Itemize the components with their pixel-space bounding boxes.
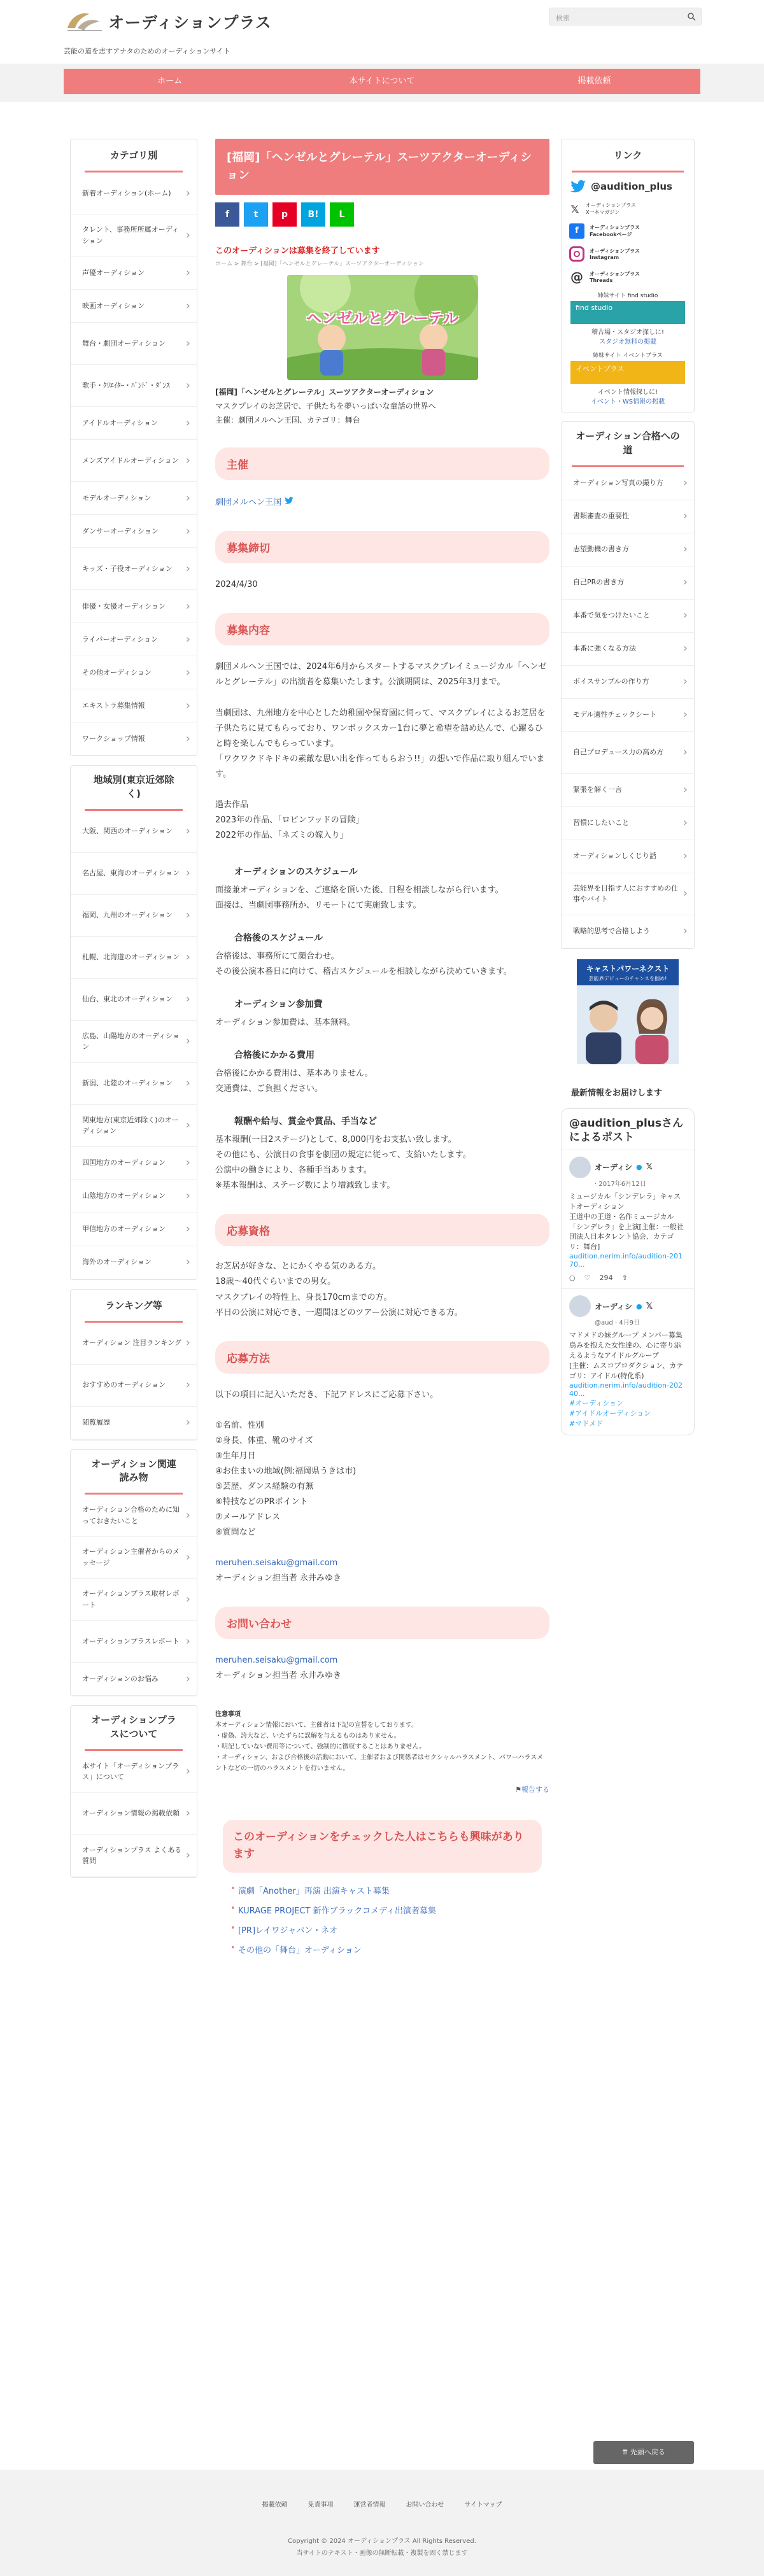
menu-item[interactable]: 本サイト「オーディションプラス」について › xyxy=(71,1751,197,1793)
line-share-button[interactable]: L xyxy=(330,202,354,227)
fee-paragraph: オーディション参加費は、基本無料。 xyxy=(215,1018,355,1028)
right-sidebar xyxy=(561,139,695,1435)
section-heading-sponsor: 主催 xyxy=(215,447,549,480)
subheading-after-pass-schedule: 合格後のスケジュール xyxy=(234,933,323,943)
x-logo-icon: 𝕏 xyxy=(646,1301,653,1311)
content-paragraph-2: 当劇団は、九州地方を中心とした幼稚園や保育園に伺って、マスクプレイによるお芝居を子供たちに見てもらっており、ワンボックスカー1台に夢と希望を詰め込んで、心躍るひと時を楽しんでもらっています。 xyxy=(215,708,546,749)
find-studio-banner[interactable] xyxy=(570,301,685,324)
sister-site-2-desc: イベント情報探しに! xyxy=(597,389,658,396)
contact-person: オーディション担当者 永井みゆき xyxy=(215,1671,341,1681)
ad-portraits xyxy=(577,985,679,1064)
flag-icon: ⚑ xyxy=(515,1785,521,1794)
logo-mark-icon xyxy=(64,9,107,34)
facebook-icon: f xyxy=(569,223,584,239)
cost-paragraph-2: 交通費は、ご負担ください。 xyxy=(215,1084,323,1094)
sister-site-2-title: 姉妹サイト イベントプラス xyxy=(593,353,663,359)
hashtag-link[interactable]: #マドメド xyxy=(569,1419,604,1428)
menu-item[interactable]: 本番に強くなる方法 › xyxy=(562,633,694,666)
facebook-share-button[interactable]: f xyxy=(215,202,239,227)
hashtag-link[interactable]: #アイドルオーディション xyxy=(569,1409,651,1418)
ranking-menu-title: ランキング等 xyxy=(85,1290,183,1323)
tweet-date: · 4月9日 xyxy=(615,1320,640,1327)
hashtag-link[interactable]: #オーディション xyxy=(569,1399,624,1407)
menu-item[interactable]: オーディション主催者からのメッセージ › xyxy=(71,1537,197,1579)
menu-item[interactable]: 山陰地方のオーディション › xyxy=(71,1180,197,1213)
search-placeholder: 検索 xyxy=(556,14,570,22)
footer-links xyxy=(0,2499,764,2509)
links-title: リンク xyxy=(572,139,684,172)
menu-item[interactable]: 甲信地方のオーディション › xyxy=(71,1213,197,1246)
footer-link[interactable]: サイトマップ xyxy=(464,2502,502,2509)
notice-line: ・オーディション、および合格後の活動において、主催者および関係者はセクシャルハラスメント、パワーハラスメントなどの一切のハラスメントを行いません。 xyxy=(215,1754,544,1773)
menu-item[interactable]: メンズアイドルオーディション › xyxy=(71,440,197,482)
menu-item[interactable]: キッズ・子役オーディション › xyxy=(71,548,197,590)
image-caption-desc: マスクプレイのお芝居で、子供たちを夢いっぱいな童話の世界へ xyxy=(215,401,436,411)
menu-item[interactable]: モデル適性チェックシート › xyxy=(562,699,694,732)
tweet-link[interactable]: audition.nerim.info/audition-20240... xyxy=(569,1381,683,1398)
menu-item[interactable]: 歌手・ｸﾘｴｲﾀｰ・ﾊﾞﾝﾄﾞ・ﾀﾞﾝｽ › xyxy=(71,365,197,407)
menu-item[interactable]: 新潟、北陸のオーディション › xyxy=(71,1063,197,1105)
section-heading-deadline: 募集締切 xyxy=(215,531,549,563)
menu-item[interactable]: 本番で気をつけたいこと › xyxy=(562,600,694,633)
x-logo-icon: 𝕏 xyxy=(646,1162,653,1172)
image-caption-meta: 主催：劇団メルヘン王国、カテゴリ：舞台 xyxy=(215,416,360,425)
menu-item[interactable]: 緊張を解く一言 › xyxy=(562,774,694,807)
timeline-heading: @audition_plusさんによるポスト xyxy=(569,1116,684,1144)
notice-line: ・虚偽、誇大など、いたずらに誤解を与えるものはありません。 xyxy=(215,1733,400,1740)
facebook-page-label: オーディションプラス Facebookページ xyxy=(590,225,640,237)
menu-item[interactable]: 志望動機の書き方 › xyxy=(562,533,694,567)
menu-item[interactable]: オーディションしくじり話 › xyxy=(562,840,694,873)
instagram-icon xyxy=(569,246,584,262)
tweet-card[interactable] xyxy=(562,1288,694,1435)
menu-item[interactable]: オーディション写真の撮り方 › xyxy=(562,467,694,500)
menu-item[interactable]: ダンサーオーディション › xyxy=(71,515,197,548)
menu-item[interactable]: 自己PRの書き方 › xyxy=(562,567,694,600)
menu-item[interactable]: 名古屋、東海のオーディション › xyxy=(71,853,197,895)
tweet-card[interactable] xyxy=(562,1150,694,1289)
tweet-handle: @aud xyxy=(595,1320,613,1327)
apply-intro: 以下の項目に記入いただき、下記アドレスにご応募下さい。 xyxy=(215,1390,439,1400)
menu-item[interactable]: 海外のオーディション › xyxy=(71,1246,197,1279)
facebook-page-link[interactable] xyxy=(569,223,686,239)
footer-link[interactable]: 運営者情報 xyxy=(353,2502,386,2509)
links-box xyxy=(561,139,695,412)
menu-item[interactable]: オーディション 注目ランキング › xyxy=(71,1323,197,1365)
past-work-2022: 2022年の作品、「ネズミの嫁入り」 xyxy=(215,830,348,840)
menu-item[interactable]: 四国地方のオーディション › xyxy=(71,1147,197,1180)
ranking-menu xyxy=(70,1289,197,1440)
apply-item: ⑤芸歴、ダンス経験の有無 xyxy=(215,1481,314,1491)
category-menu-title: カテゴリ別 xyxy=(85,139,183,172)
article-title: [福岡]「ヘンゼルとグレーテル」スーツアクターオーディション xyxy=(215,139,549,195)
threads-link[interactable] xyxy=(569,269,686,285)
reading-menu-title: オーディション関連読み物 xyxy=(85,1450,183,1495)
x-timeline-embed xyxy=(561,1108,695,1436)
menu-item[interactable]: タレント、事務所所属オーディション › xyxy=(71,215,197,257)
like-count: 294 xyxy=(599,1274,613,1283)
pass-guide-menu xyxy=(561,421,695,949)
share-icon[interactable]: ⇧ xyxy=(621,1274,628,1283)
site-tagline: 芸能の道を志すアナタのためのオーディションサイト xyxy=(64,47,230,55)
tweet-date: · 2017年6月12日 xyxy=(595,1180,646,1188)
left-sidebar xyxy=(70,139,197,1878)
notice-line: ・明記していない費用等について、強制的に徴収することはありません。 xyxy=(215,1743,426,1751)
region-menu xyxy=(70,765,197,1280)
schedule-paragraph-2: 面接は、当劇団事務所か、リモートにて実施致します。 xyxy=(215,900,421,910)
related-heading: このオーディションをチェックした人はこちらも興味があります xyxy=(223,1820,542,1872)
notice-line: 本オーディション情報において、主催者は下記の宣誓をしております。 xyxy=(215,1722,418,1729)
apply-item: ④お住まいの地域(例:福岡県うきは市) xyxy=(215,1466,357,1476)
pay-paragraph-1: 基本報酬(一日2ステージ)として、8,000円をお支払い致します。 xyxy=(215,1135,456,1145)
menu-item[interactable]: 大阪、関西のオーディション › xyxy=(71,811,197,853)
threads-icon: @ xyxy=(570,269,583,285)
cost-paragraph-1: 合格後にかかる費用は、基本ありません。 xyxy=(215,1069,373,1079)
nav-about[interactable]: 本サイトについて xyxy=(349,76,415,86)
related-item-link[interactable]: その他の「舞台」オーディション xyxy=(238,1945,362,1955)
section-heading-qualifications: 応募資格 xyxy=(215,1214,549,1246)
report-link[interactable]: 報告する xyxy=(521,1785,549,1794)
section-heading-how-to-apply: 応募方法 xyxy=(215,1341,549,1374)
qualification-item: 平日の公演に対応でき、一週間ほどのツアー公演に対応できる方。 xyxy=(215,1307,463,1318)
qualification-item: 18歳〜40代ぐらいまでの男女。 xyxy=(215,1277,336,1287)
menu-item[interactable]: エキストラ募集情報 › xyxy=(71,689,197,722)
menu-item[interactable]: 自己プロデュース力の高め方 › xyxy=(562,732,694,774)
site-logo[interactable] xyxy=(64,9,272,34)
pass-guide-title: オーディション合格への道 xyxy=(572,422,684,467)
feed-title: 最新情報をお届けします xyxy=(571,1088,663,1098)
apply-item: ①名前、性別 xyxy=(215,1420,264,1430)
search-icon[interactable] xyxy=(687,12,696,21)
footer-link[interactable]: お問い合わせ xyxy=(406,2502,444,2509)
menu-item[interactable]: オーディションプラス取材レポート › xyxy=(71,1579,197,1621)
x-handle: @audition_plus xyxy=(591,181,672,192)
nav-listing-request[interactable]: 掲載依頼 xyxy=(577,76,611,86)
apply-item: ③生年月日 xyxy=(215,1451,256,1461)
apply-item: ⑧質問など xyxy=(215,1527,256,1537)
copyright: Copyright © 2024 オーディションプラス All Rights Reserved. xyxy=(288,2538,476,2545)
menu-item[interactable]: その他オーディション › xyxy=(71,656,197,689)
tweet-author: オーディシ xyxy=(595,1163,633,1172)
menu-item[interactable]: オーディション合格のために知っておきたいこと › xyxy=(71,1495,197,1537)
double-chevron-up-icon: ⇈ xyxy=(622,2448,628,2456)
apply-item: ②身長、体重、靴のサイズ xyxy=(215,1435,313,1446)
avatar xyxy=(569,1157,591,1178)
menu-item[interactable]: 書類審査の重要性 › xyxy=(562,500,694,533)
footer-note: 当サイトのテキスト・画像の無断転載・複製を固く禁じます xyxy=(296,2550,468,2557)
menu-item[interactable]: モデルオーディション › xyxy=(71,482,197,515)
schedule-paragraph-1: 面接兼オーディションを、ご連絡を頂いた後、日程を相談しながら行います。 xyxy=(215,885,504,895)
apply-item: ⑦メールアドレス xyxy=(215,1512,281,1522)
image-caption-title: [福岡]「ヘンゼルとグレーテル」スーツアクターオーディション xyxy=(215,387,434,397)
menu-item[interactable]: 福岡、九州のオーディション › xyxy=(71,895,197,937)
tweet-body: マドメドの妹グループ メンバー募集 鳥みを抱えた女性達の、心に寄り添えるようなアイドルグループ [主催：ムスコプロダクション、カテゴリ：アイドル(特化系) xyxy=(569,1331,684,1381)
sponsor-link[interactable]: 劇団メルヘン王国 xyxy=(215,498,282,508)
menu-item[interactable]: 新着オーディション(ホーム) › xyxy=(71,172,197,215)
footer-link[interactable]: 掲載依頼 xyxy=(262,2502,288,2509)
contact-email-link[interactable]: meruhen.seisaku@gmail.com xyxy=(215,1656,338,1666)
past-work-2023: 2023年の作品、「ロビンフッドの冒険」 xyxy=(215,815,364,825)
article xyxy=(215,139,549,1963)
subheading-audition-schedule: オーディションのスケジュール xyxy=(234,866,358,877)
x-magazine-label: オーディションプラス X一本マガジン xyxy=(586,202,636,215)
related-item-link[interactable]: [PR]レイワジャパン・ネオ xyxy=(238,1925,338,1936)
menu-item[interactable]: 舞台・劇団オーディション › xyxy=(71,323,197,365)
about-menu xyxy=(70,1705,197,1878)
menu-item[interactable]: おすすめのオーディション › xyxy=(71,1365,197,1407)
notice-block xyxy=(215,1709,549,1774)
ad-subtitle: 芸能界デビューのチャンスを掴め! xyxy=(577,975,679,985)
related-list xyxy=(230,1884,549,1955)
banner-title-text: ヘンゼルとグレーテル xyxy=(306,309,458,327)
menu-item[interactable]: 俳優・女優オーディション › xyxy=(71,590,197,623)
hatena-share-button[interactable]: B! xyxy=(301,202,325,227)
qualification-list xyxy=(215,1259,549,1320)
pay-paragraph-3: 公演中の働きにより、各種手当あります。 xyxy=(215,1165,372,1176)
avatar xyxy=(569,1295,591,1317)
search-input[interactable] xyxy=(549,8,702,25)
ad-title: キャストパワーネクスト xyxy=(577,959,679,975)
menu-item[interactable]: 芸能界を目指す人におすすめの仕事やバイト › xyxy=(562,873,694,915)
twitter-bird-icon xyxy=(569,179,587,194)
site-name: オーディションプラス xyxy=(108,13,272,32)
verified-badge-icon: ● xyxy=(636,1302,642,1311)
pay-paragraph-4: ※基本報酬は、ステージ数により増減致します。 xyxy=(215,1181,395,1191)
site-header xyxy=(0,0,764,64)
after-pass-paragraph-1: 合格後は、事務所にて顔合わせ。 xyxy=(215,952,339,961)
breadcrumb[interactable]: ホーム > 舞台 > [福岡]「ヘンゼルとグレーテル」スーツアクターオーディション xyxy=(215,260,424,267)
menu-item[interactable]: 戦略的思考で合格しよう › xyxy=(562,915,694,948)
menu-item[interactable]: 映画オーディション › xyxy=(71,290,197,323)
notice-title: 注意事項 xyxy=(215,1711,241,1719)
menu-item[interactable]: オーディション情報の掲載依頼 › xyxy=(71,1793,197,1835)
apply-items-list xyxy=(215,1418,549,1540)
menu-item[interactable]: アイドルオーディション › xyxy=(71,407,197,440)
ended-notice: このオーディションは募集を終了しています xyxy=(215,246,380,256)
category-menu xyxy=(70,139,197,756)
site-footer xyxy=(0,2470,764,2576)
x-account-link[interactable] xyxy=(569,179,686,194)
global-nav xyxy=(64,69,700,94)
x-logo-icon: 𝕏 xyxy=(570,202,579,215)
twitter-share-button[interactable]: t xyxy=(244,202,268,227)
menu-item[interactable]: ワークショップ情報 › xyxy=(71,722,197,756)
pay-paragraph-2: その他にも、公演日の食事を劇団の規定に従って、支給いたします。 xyxy=(215,1150,471,1160)
after-pass-paragraph-2: その後公演本番日に向けて、稽古スケジュールを相談しながら決めていきます。 xyxy=(215,967,512,977)
share-buttons xyxy=(215,202,549,227)
menu-item[interactable]: 声優オーディション › xyxy=(71,257,197,290)
tweet-body: ミュージカル「シンデレラ」キャストオーディション 王道中の王道・名作ミュージカル「シンデレラ」を上演[主催：一般社団法人日本タレント協会、カテゴリ：舞台] xyxy=(569,1192,684,1251)
menu-item[interactable]: 広島、山陽地方のオーディション › xyxy=(71,1021,197,1063)
subheading-fee: オーディション参加費 xyxy=(234,999,323,1010)
menu-item[interactable]: オーディションプラス よくある質問 › xyxy=(71,1835,197,1877)
menu-item[interactable]: 札幌、北海道のオーディション › xyxy=(71,937,197,979)
find-studio-banner-text: find studio xyxy=(576,304,613,312)
tweet-link[interactable]: audition.nerim.info/audition-20170... xyxy=(569,1252,683,1269)
deadline-date: 2024/4/30 xyxy=(215,580,258,590)
related-item-link[interactable]: 演劇「Another」再演 出演キャスト募集 xyxy=(238,1886,390,1896)
qualification-item: マスクプレイの特性上、身長170cmまでの方。 xyxy=(215,1292,392,1302)
sister-site-1-desc: 稽古場・スタジオ探しに! xyxy=(591,329,664,336)
related-item-link[interactable]: KURAGE PROJECT 新作ブラックコメディ出演者募集 xyxy=(238,1906,437,1916)
cast-power-next-ad[interactable] xyxy=(577,959,679,1064)
sns-links xyxy=(562,172,694,405)
audition-banner-image xyxy=(287,275,478,380)
tweet-author: オーディシ xyxy=(595,1302,633,1311)
subheading-cost: 合格後にかかる費用 xyxy=(234,1050,315,1061)
section-heading-content: 募集内容 xyxy=(215,613,549,645)
past-works-label: 過去作品 xyxy=(215,799,249,810)
verified-badge-icon: ● xyxy=(636,1163,642,1172)
x-magazine-link[interactable] xyxy=(569,202,686,216)
menu-item[interactable]: オーディションのお悩み › xyxy=(71,1663,197,1696)
sister-site-2-link[interactable]: イベント・WS情報の掲載 xyxy=(590,398,665,405)
region-menu-title: 地域別(東京近郊除く) xyxy=(85,766,183,811)
back-to-top-label: 先頭へ戻る xyxy=(630,2448,665,2456)
instagram-link[interactable] xyxy=(569,246,686,262)
event-plus-banner-text: イベントプラス xyxy=(576,365,625,373)
section-heading-contact: お問い合わせ xyxy=(215,1607,549,1639)
menu-item[interactable]: 関東地方(東京近郊除く)のオーディション › xyxy=(71,1105,197,1147)
menu-item[interactable]: 閲覧履歴 › xyxy=(71,1407,197,1440)
qualification-item: お芝居が好きな、とにかくやる気のある方。 xyxy=(215,1262,381,1272)
event-plus-banner[interactable] xyxy=(570,361,685,384)
threads-label: オーディションプラス Threads xyxy=(590,271,640,283)
menu-item[interactable]: オーディションプラスレポート › xyxy=(71,1621,197,1663)
pinterest-share-button[interactable]: p xyxy=(272,202,297,227)
nav-home[interactable]: ホーム xyxy=(157,76,183,86)
sister-site-1-link[interactable]: スタジオ無料の掲載 xyxy=(599,339,656,346)
menu-item[interactable]: 習慣にしたいこと › xyxy=(562,807,694,840)
apply-contact-person: オーディション担当者 永井みゆき xyxy=(215,1573,341,1584)
footer-link[interactable]: 免責事項 xyxy=(308,2502,334,2509)
subheading-pay: 報酬や給与、賞金や賞品、手当など xyxy=(234,1116,377,1127)
twitter-bird-icon[interactable] xyxy=(284,496,294,505)
reading-menu xyxy=(70,1449,197,1697)
apply-item: ⑥特技などのPRポイント xyxy=(215,1496,308,1507)
sister-site-1-title: 姉妹サイト find studio xyxy=(597,293,658,299)
about-menu-title: オーディションプラスについて xyxy=(85,1706,183,1751)
sponsor-row xyxy=(215,495,549,510)
apply-email-link[interactable]: meruhen.seisaku@gmail.com xyxy=(215,1558,338,1568)
back-to-top-button[interactable] xyxy=(593,2441,694,2464)
content-paragraph-1: 劇団メルヘン王国では、2024年6月からスタートするマスクプレイミュージカル「ヘンゼルとグレーテル」の出演者を募集いたします。公演期間は、2025年3月まで。 xyxy=(215,662,547,687)
content-paragraph-3: 「ワクワクドキドキの素敵な思い出を作ってもらおう!!」の想いで作品に取り組んでいます。 xyxy=(215,754,545,779)
like-icon[interactable]: ♡ xyxy=(584,1274,591,1283)
menu-item[interactable]: ライバーオーディション › xyxy=(71,623,197,656)
reply-icon[interactable]: ○ xyxy=(569,1274,576,1283)
menu-item[interactable]: 仙台、東北のオーディション › xyxy=(71,979,197,1021)
instagram-label: オーディションプラス Instagram xyxy=(590,248,640,260)
menu-item[interactable]: ボイスサンプルの作り方 › xyxy=(562,666,694,699)
